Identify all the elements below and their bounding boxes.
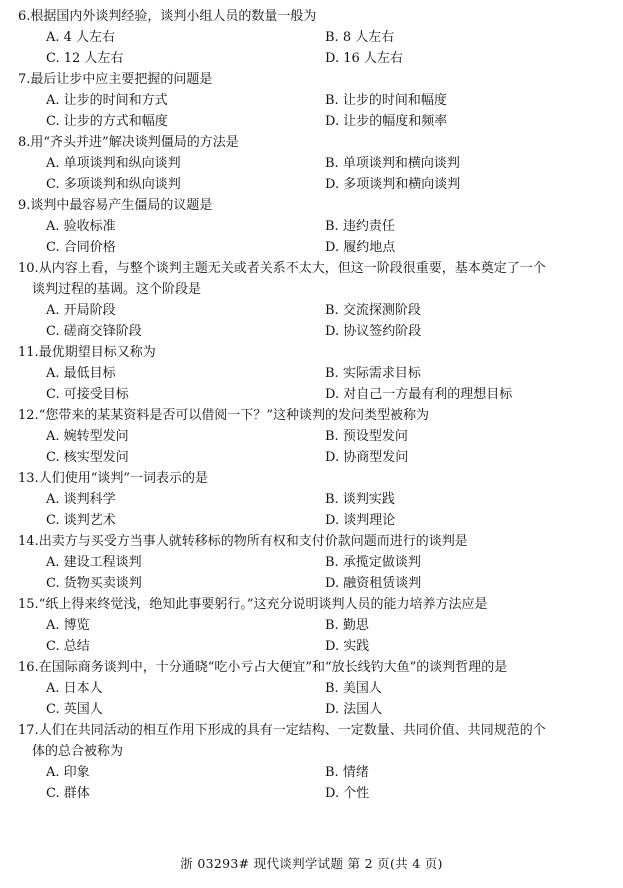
question-text: 在国际商务谈判中，十分通晓“吃小亏占大便宜”和“放长线钓大鱼”的谈判哲理的是	[38, 660, 508, 675]
question-number: 12.	[18, 408, 39, 423]
question-stem-continued	[0, 279, 623, 300]
question-stem	[0, 531, 623, 552]
answer-option: A. 开局阶段	[46, 303, 116, 318]
question-item	[0, 342, 623, 405]
question-item	[0, 468, 623, 531]
options-grid	[0, 489, 623, 531]
question-item	[0, 6, 623, 69]
question-item	[0, 405, 623, 468]
answer-option: D. 对自己一方最有利的理想目标	[325, 387, 513, 402]
options-grid	[0, 153, 623, 195]
question-text: “您带来的某某资料是否可以借阅一下？”这种谈判的发问类型被称为	[38, 408, 429, 423]
answer-option: B. 预设型发问	[325, 429, 408, 444]
question-stem	[0, 258, 623, 279]
options-grid	[0, 90, 623, 132]
question-text: “纸上得来终觉浅，绝知此事要躬行。”这充分说明谈判人员的能力培养方法应是	[38, 597, 488, 612]
answer-option: B. 勤思	[325, 618, 369, 633]
question-text: 体的总合被称为	[32, 744, 124, 759]
answer-option: A. 日本人	[46, 681, 103, 696]
question-list	[0, 6, 623, 804]
answer-option: D. 让步的幅度和频率	[325, 114, 448, 129]
options-grid	[0, 426, 623, 468]
answer-option: C. 12 人左右	[46, 51, 124, 66]
answer-option: A. 博览	[46, 618, 90, 633]
answer-option: A. 谈判科学	[46, 492, 116, 507]
answer-option: C. 总结	[46, 639, 90, 654]
answer-option: B. 谈判实践	[325, 492, 395, 507]
question-number: 9.	[18, 198, 31, 213]
question-stem	[0, 132, 623, 153]
question-item	[0, 657, 623, 720]
question-number: 10.	[18, 261, 39, 276]
answer-option: C. 英国人	[46, 702, 103, 717]
answer-option: A. 验收标准	[46, 219, 116, 234]
options-grid	[0, 300, 623, 342]
answer-option: A. 4 人左右	[46, 30, 116, 45]
answer-option: D. 16 人左右	[325, 51, 403, 66]
answer-option: C. 群体	[46, 786, 90, 801]
options-grid	[0, 363, 623, 405]
question-stem	[0, 468, 623, 489]
question-number: 8.	[18, 135, 31, 150]
question-text: 最后让步中应主要把握的问题是	[30, 72, 213, 87]
question-item	[0, 258, 623, 342]
answer-option: A. 单项谈判和纵向谈判	[46, 156, 181, 171]
answer-option: D. 融资租赁谈判	[325, 576, 422, 591]
question-number: 7.	[18, 72, 31, 87]
answer-option: B. 实际需求目标	[325, 366, 421, 381]
answer-option: D. 谈判理论	[325, 513, 396, 528]
answer-option: C. 货物买卖谈判	[46, 576, 142, 591]
answer-option: B. 承揽定做谈判	[325, 555, 421, 570]
options-grid	[0, 678, 623, 720]
question-stem	[0, 195, 623, 216]
answer-option: D. 个性	[325, 786, 370, 801]
answer-option: D. 履约地点	[325, 240, 396, 255]
question-text: 根据国内外谈判经验，谈判小组人员的数量一般为	[30, 9, 317, 24]
answer-option: C. 磋商交锋阶段	[46, 324, 142, 339]
question-stem-continued	[0, 741, 623, 762]
question-text: 出卖方与买受方当事人就转移标的物所有权和支付价款问题而进行的谈判是	[38, 534, 468, 549]
question-item	[0, 594, 623, 657]
answer-option: D. 协议签约阶段	[325, 324, 422, 339]
answer-option: D. 法国人	[325, 702, 383, 717]
question-text: 谈判过程的基调。这个阶段是	[32, 282, 202, 297]
question-number: 13.	[18, 471, 39, 486]
question-stem	[0, 69, 623, 90]
options-grid	[0, 27, 623, 69]
answer-option: A. 建设工程谈判	[46, 555, 142, 570]
question-item	[0, 195, 623, 258]
answer-option: A. 印象	[46, 765, 90, 780]
question-stem	[0, 6, 623, 27]
question-number: 15.	[18, 597, 39, 612]
question-text: 人们在共同活动的相互作用下形成的具有一定结构、一定数量、共同价值、共同规范的个	[38, 723, 546, 738]
question-item	[0, 132, 623, 195]
answer-option: D. 协商型发问	[325, 450, 409, 465]
answer-option: B. 8 人左右	[325, 30, 395, 45]
question-stem	[0, 405, 623, 426]
answer-option: C. 可接受目标	[46, 387, 129, 402]
answer-option: D. 实践	[325, 639, 370, 654]
answer-option: C. 让步的方式和幅度	[46, 114, 168, 129]
options-grid	[0, 615, 623, 657]
question-stem	[0, 657, 623, 678]
answer-option: C. 多项谈判和纵向谈判	[46, 177, 181, 192]
answer-option: D. 多项谈判和横向谈判	[325, 177, 461, 192]
options-grid	[0, 762, 623, 804]
question-item	[0, 720, 623, 804]
options-grid	[0, 216, 623, 258]
question-number: 17.	[18, 723, 39, 738]
question-stem	[0, 342, 623, 363]
question-stem	[0, 594, 623, 615]
answer-option: B. 违约责任	[325, 219, 395, 234]
answer-option: A. 最低目标	[46, 366, 116, 381]
answer-option: A. 婉转型发问	[46, 429, 129, 444]
question-number: 11.	[18, 345, 39, 360]
answer-option: B. 单项谈判和横向谈判	[325, 156, 460, 171]
question-text: 最优期望目标又称为	[38, 345, 156, 360]
answer-option: B. 美国人	[325, 681, 382, 696]
question-number: 14.	[18, 534, 39, 549]
question-number: 6.	[18, 9, 31, 24]
options-grid	[0, 552, 623, 594]
question-stem	[0, 720, 623, 741]
question-text: 人们使用“谈判”一词表示的是	[38, 471, 208, 486]
question-text: 谈判中最容易产生僵局的议题是	[30, 198, 213, 213]
question-number: 16.	[18, 660, 39, 675]
answer-option: B. 让步的时间和幅度	[325, 93, 447, 108]
question-item	[0, 69, 623, 132]
answer-option: C. 谈判艺术	[46, 513, 116, 528]
answer-option: A. 让步的时间和方式	[46, 93, 168, 108]
question-item	[0, 531, 623, 594]
answer-option: C. 核实型发问	[46, 450, 129, 465]
answer-option: B. 交流探测阶段	[325, 303, 421, 318]
page-footer: 浙 03293# 现代谈判学试题 第 2 页(共 4 页)	[180, 856, 443, 871]
answer-option: C. 合同价格	[46, 240, 116, 255]
answer-option: B. 情绪	[325, 765, 369, 780]
question-text: 用“齐头并进”解决谈判僵局的方法是	[30, 135, 239, 150]
question-text: 从内容上看，与整个谈判主题无关或者关系不太大，但这一阶段很重要，基本奠定了一个	[38, 261, 546, 276]
